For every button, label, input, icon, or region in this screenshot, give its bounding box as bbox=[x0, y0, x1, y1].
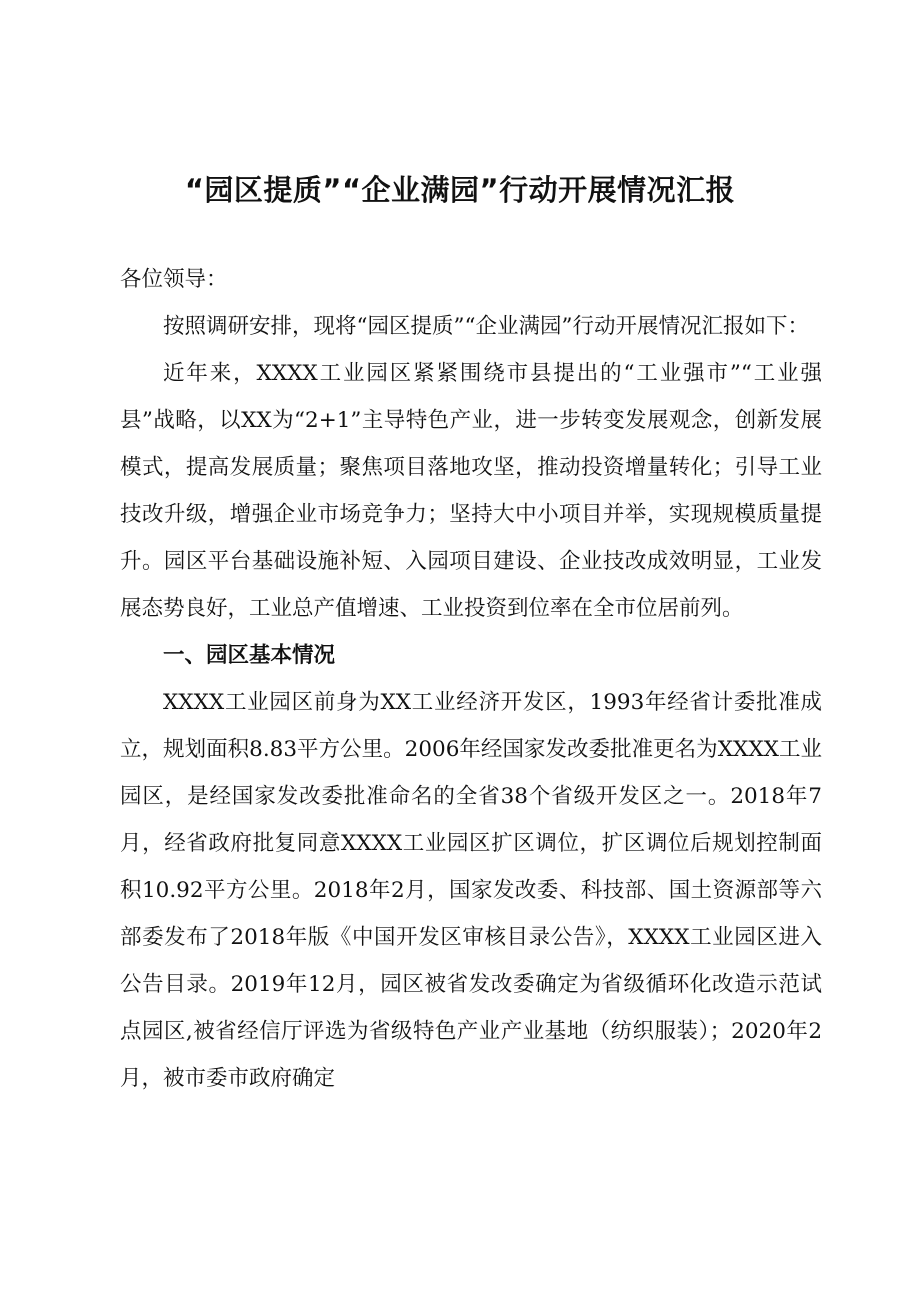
section-heading: 一、园区基本情况 bbox=[163, 643, 336, 668]
document-body bbox=[120, 256, 822, 1102]
salutation: 各位领导： bbox=[120, 267, 228, 292]
document-title: “园区提质”“企业满园”行动开展情况汇报 bbox=[184, 173, 736, 207]
overview-paragraph: 近年来，XXXX工业园区紧紧围绕市县提出的“工业强市”“工业强县”战略，以XX为“2+1”主导特色产业，进一步转变发展观念，创新发展模式，提高发展质量；聚焦项目落地攻坚，推动投资增量转化；引导工业技改升级，增强企业市场竞争力；坚持大中小项目并举，实现规模质量提升。园区平台基础设施补短、入园项目建设、企业技改成效明显，工业发展态势良好，工业总产值增速、工业投资到位率在全市位居前列。 bbox=[120, 361, 822, 621]
section-paragraph: XXXX工业园区前身为XX工业经济开发区，1993年经省计委批准成立，规划面积8.83平方公里。2006年经国家发改委批准更名为XXXX工业园区，是经国家发改委批准命名的全省38个省级开发区之一。2018年7月，经省政府批复同意XXXX工业园区扩区调位，扩区调位后规划控制面积10.92平方公里。2018年2月，国家发改委、科技部、国土资源部等六部委发布了2018年版《中国开发区审核目录公告》，XXXX工业园区进入公告目录。2019年12月，园区被省发改委确定为省级循环化改造示范试点园区,被省经信厅评选为省级特色产业产业基地（纺织服装）；2020年2月，被市委市政府确定 bbox=[120, 690, 822, 1091]
intro-paragraph: 按照调研安排，现将“园区提质”“企业满园”行动开展情况汇报如下： bbox=[163, 314, 809, 339]
